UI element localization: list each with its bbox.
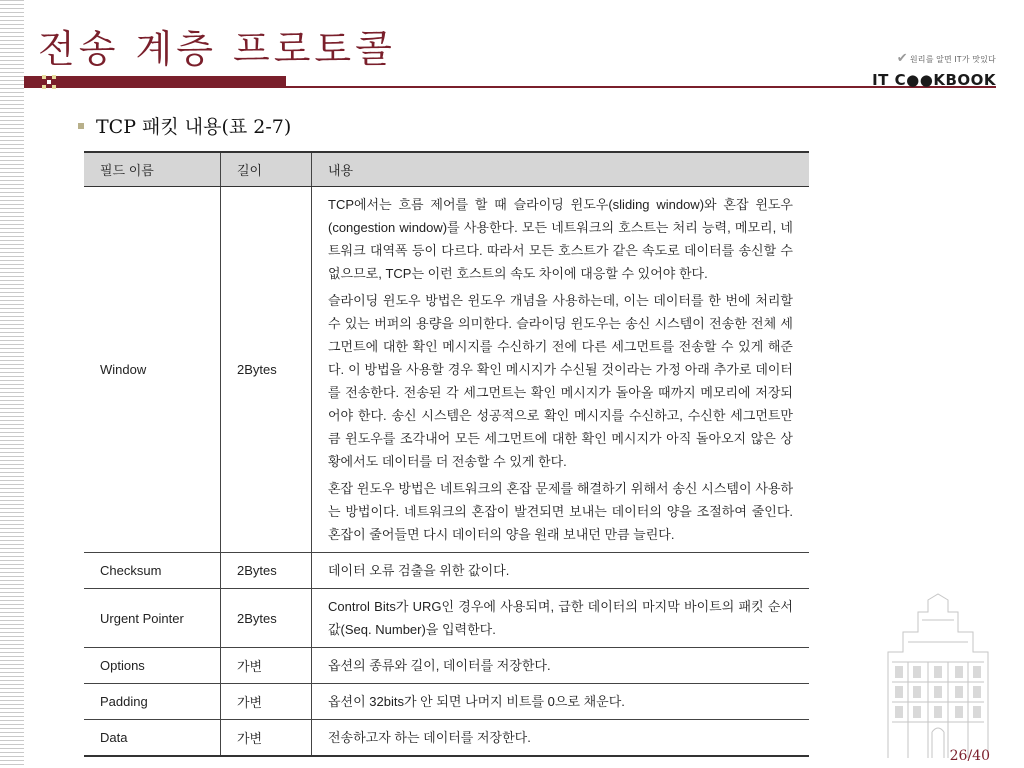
field-length-cell: 가변: [221, 720, 312, 757]
field-description-cell: [312, 553, 810, 589]
title-underline-bar: [24, 76, 286, 88]
it-cookbook-logo: [872, 50, 996, 89]
description-paragraph: 옵션이 32bits가 안 되면 나머지 비트를 0으로 채운다.: [328, 694, 625, 709]
field-description-cell: [312, 684, 810, 720]
bullet-item: [78, 112, 291, 139]
description-paragraph: 혼잡 윈도우 방법은 네트워크의 혼잡 문제를 해결하기 위해서 송신 시스템이 사용하는 방법이다. 네트워크의 혼잡이 발견되면 보내는 데이터의 양을 조절하여 줄인다. 혼잡이 줄어들면 다시 데이터의 양을 원래 보내던 만큼 늘린다.: [328, 481, 793, 542]
tcp-packet-table: [84, 151, 809, 757]
table-row: [84, 720, 809, 757]
field-name-cell: Window: [84, 187, 221, 553]
field-name-cell: Padding: [84, 684, 221, 720]
field-length-cell: 2Bytes: [221, 187, 312, 553]
page-number: 26/40: [949, 748, 990, 764]
field-description-cell: [312, 720, 810, 757]
field-name-cell: Options: [84, 648, 221, 684]
description-paragraph: 슬라이딩 윈도우 방법은 윈도우 개념을 사용하는데, 이는 데이터를 한 번에 처리할 수 있는 버퍼의 용량을 의미한다. 슬라이딩 윈도우는 송신 시스템이 전송한 전체 세그먼트에 대한 확인 메시지를 수신하기 전에 다른 세그먼트를 전송할 수 있게 해준다. 이 방법을 사용할 경우 확인 메시지가 수신될 것이라는 가정 아래 추가로 데이터를 전송한다. 전송된 각 세그먼트는 확인 메시지가 돌아올 때까지 메모리에 저장되어야 한다. 송신 시스템은 성공적으로 확인 메시지를 수신하고, 수신한 세그먼트만큼 윈도우를 조각내어 모든 세그먼트에 대한 확인 메시지가 아직 돌아오지 않은 상황에서도 데이터를 더 전송할 수 있게 한다.: [328, 293, 793, 469]
header-field-name: 필드 이름: [84, 152, 221, 187]
table-row: [84, 684, 809, 720]
description-paragraph: 데이터 오류 검출을 위한 값이다.: [328, 563, 510, 578]
field-name-cell: Urgent Pointer: [84, 589, 221, 648]
table-row: [84, 648, 809, 684]
bullet-square-icon: [78, 123, 84, 129]
description-paragraph: Control Bits가 URG인 경우에 사용되며, 급한 데이터의 마지막 바이트의 패킷 순서 값(Seq. Number)을 입력한다.: [328, 599, 793, 637]
field-length-cell: 2Bytes: [221, 589, 312, 648]
logo-tagline: 원리를 알면 IT가 맛있다: [909, 55, 996, 64]
field-length-cell: 가변: [221, 648, 312, 684]
table-row: [84, 553, 809, 589]
field-name-cell: Checksum: [84, 553, 221, 589]
decorative-left-stripes: [0, 0, 24, 768]
checkmark-icon: ✔: [896, 50, 908, 65]
field-description-cell: [312, 648, 810, 684]
table-row: [84, 187, 809, 553]
logo-brand: IT C●●KBOOK: [872, 71, 996, 89]
field-length-cell: 가변: [221, 684, 312, 720]
building-sketch-icon: [878, 592, 998, 758]
header-content: 내용: [312, 152, 810, 187]
table-header-row: [84, 152, 809, 187]
description-paragraph: 전송하고자 하는 데이터를 저장한다.: [328, 730, 531, 745]
field-description-cell: [312, 589, 810, 648]
field-name-cell: Data: [84, 720, 221, 757]
description-paragraph: 옵션의 종류와 길이, 데이터를 저장한다.: [328, 658, 551, 673]
field-description-cell: [312, 187, 810, 553]
field-length-cell: 2Bytes: [221, 553, 312, 589]
description-paragraph: TCP에서는 흐름 제어를 할 때 슬라이딩 윈도우(sliding window)와 혼잡 윈도우(congestion window)를 사용한다. 모든 네트워크의 호스트는 처리 능력, 메모리, 네트워크 대역폭 등이 다르다. 따라서 모든 호스트가 같은 속도로 데이터를 송신할 수 없으므로, TCP는 이런 호스트의 속도 차이에 대응할 수 있어야 한다.: [328, 197, 793, 281]
header-length: 길이: [221, 152, 312, 187]
bullet-text: TCP 패킷 내용(표 2-7): [96, 116, 292, 138]
table-row: [84, 589, 809, 648]
checker-icon: [42, 75, 56, 89]
slide-title: 전송 계층 프로토콜: [38, 27, 396, 71]
